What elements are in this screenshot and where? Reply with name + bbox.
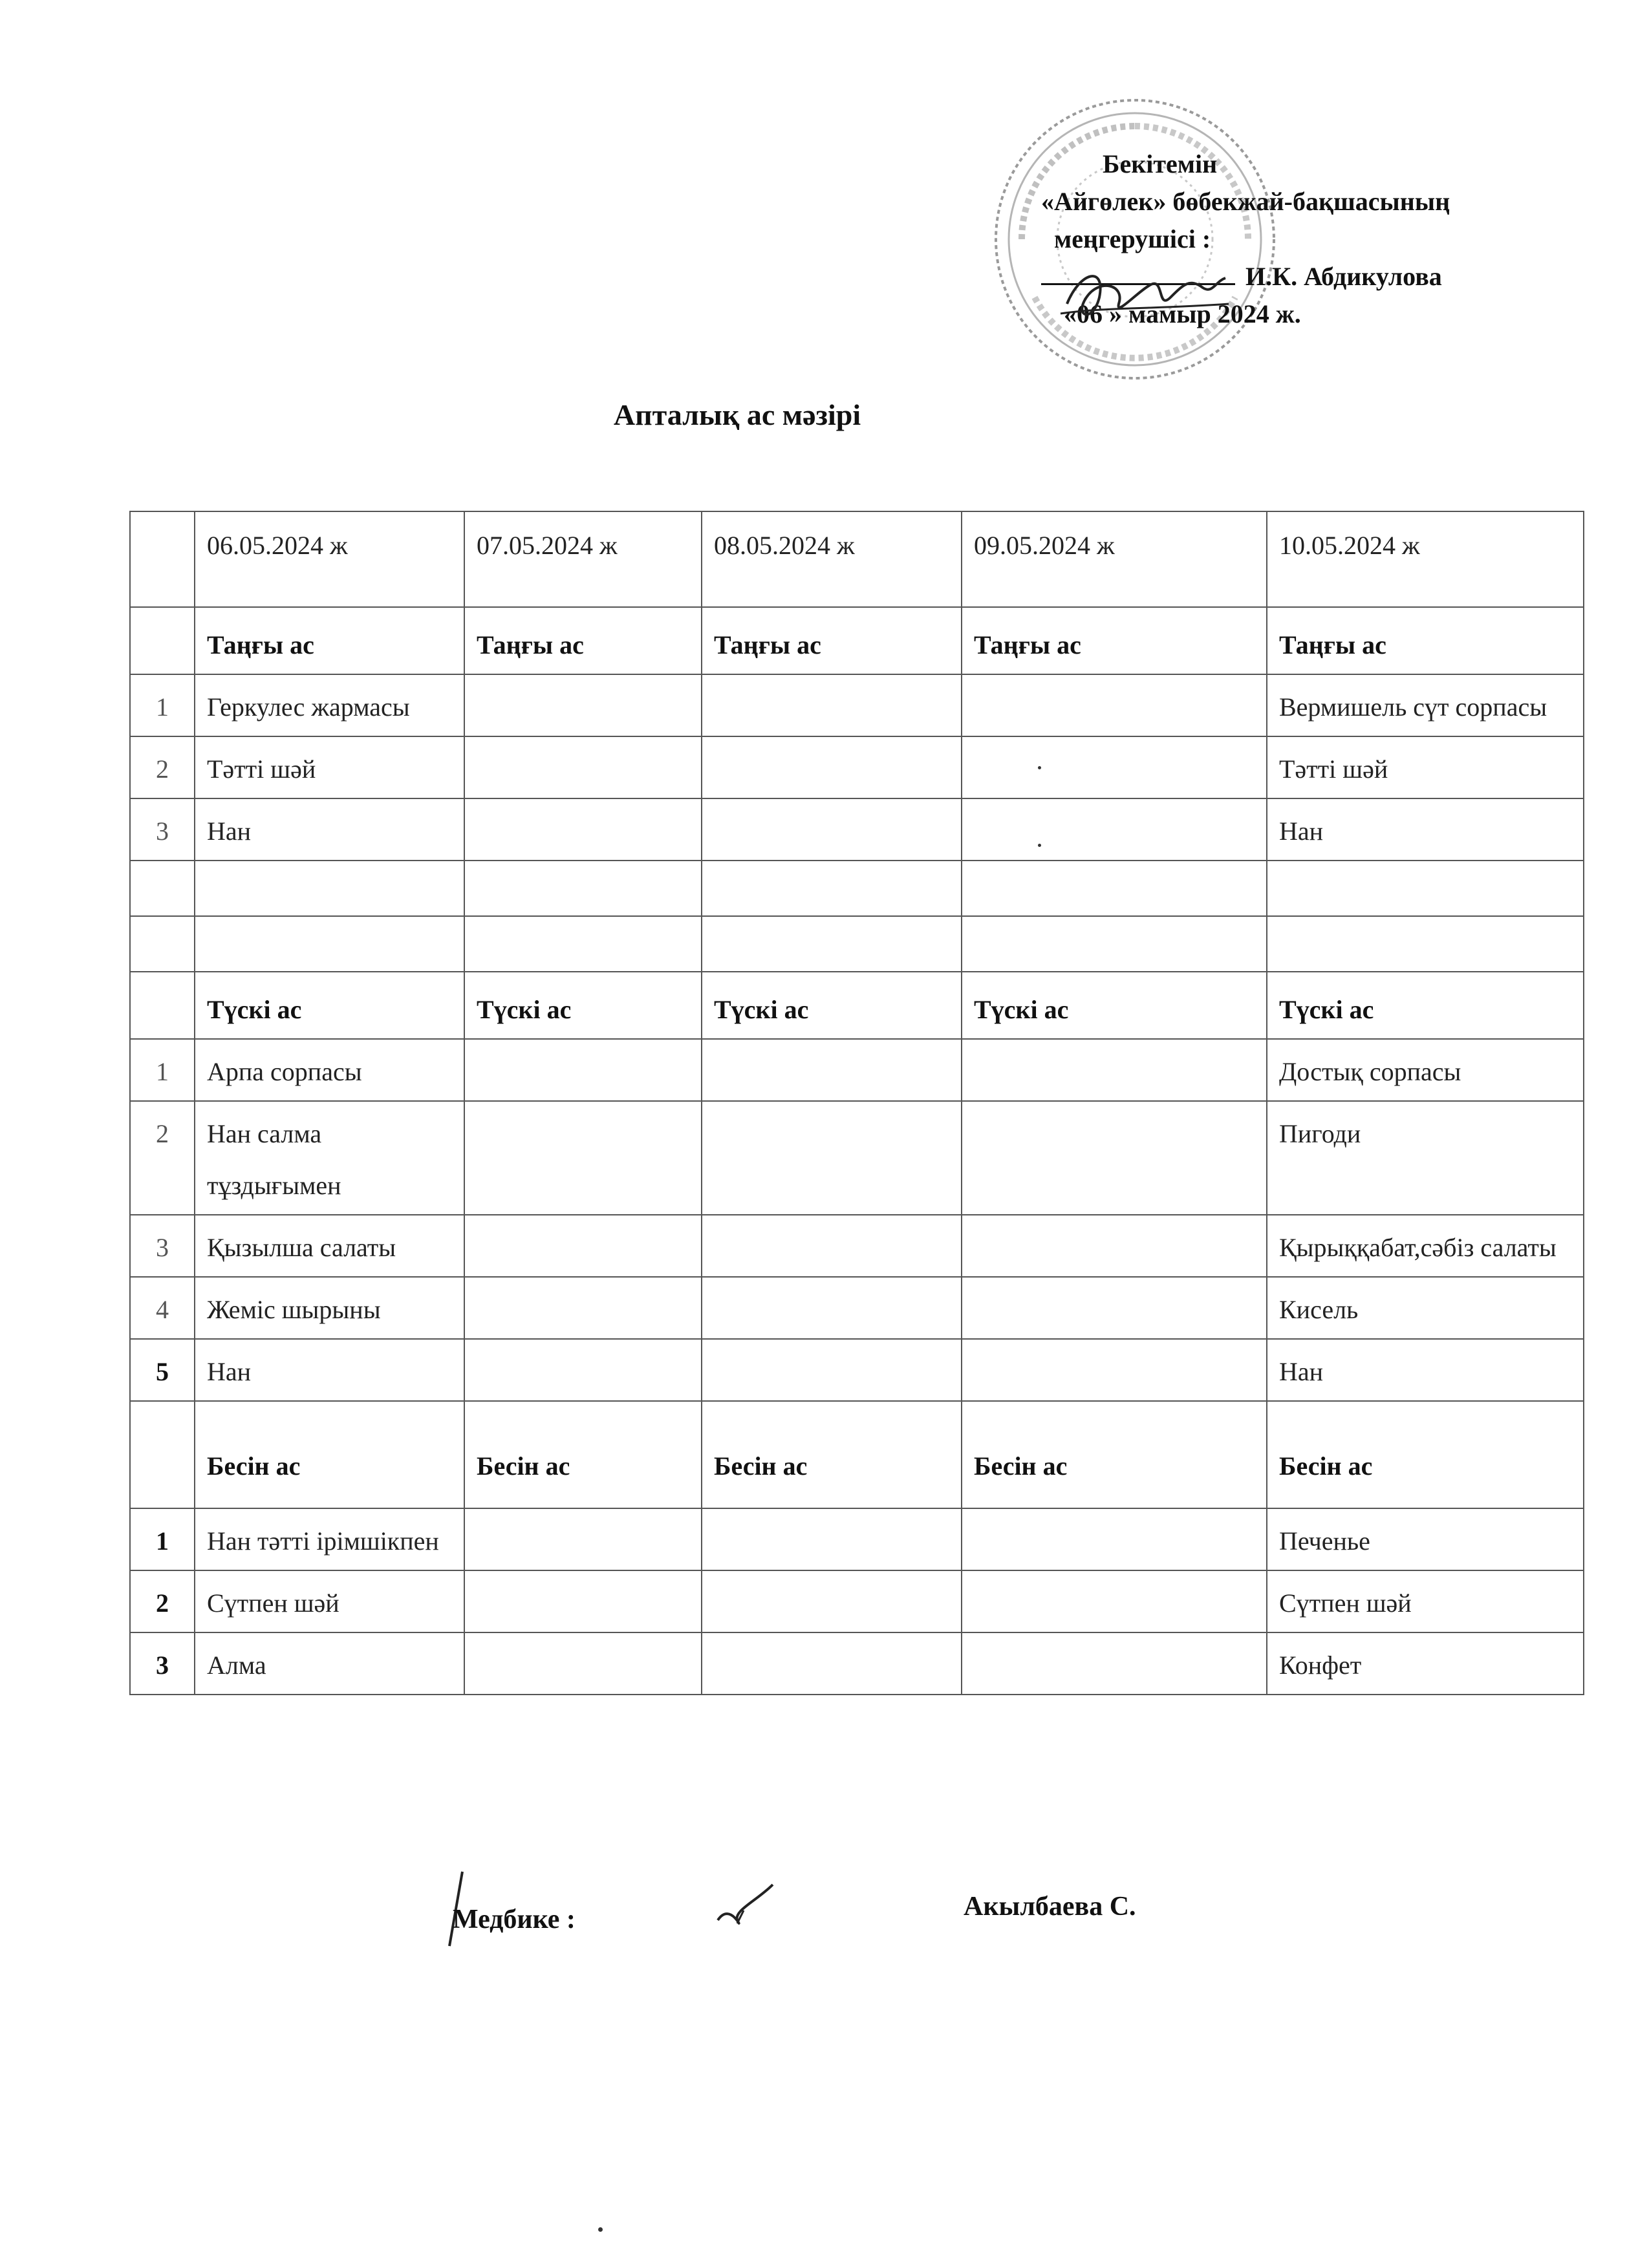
date-cell: 10.05.2024 ж (1267, 511, 1584, 607)
row-number: 2 (130, 1570, 195, 1632)
table-row (130, 1101, 1584, 1215)
dish-cell: Вермишель сүт сорпасы (1267, 674, 1584, 736)
snack-header-row (130, 1401, 1584, 1508)
empty-row (130, 861, 1584, 916)
dish-cell: Тәтті шәй (195, 736, 464, 798)
dish-cell: Нан (1267, 798, 1584, 861)
table-row (130, 674, 1584, 736)
row-number: 1 (130, 674, 195, 736)
dish-cell: Кисель (1267, 1277, 1584, 1339)
dish-cell: Тәтті шәй (1267, 736, 1584, 798)
table-row (130, 1339, 1584, 1401)
director-signature (1054, 259, 1235, 336)
dish-cell: Нан салма тұздығымен (195, 1101, 464, 1215)
footer-signature (0, 1891, 1649, 1969)
meal-header: Түскі ас (962, 972, 1267, 1039)
row-number: 3 (130, 1632, 195, 1695)
meal-header: Таңғы ас (195, 607, 464, 674)
dish-cell: Нан (195, 1339, 464, 1401)
table-row (130, 1277, 1584, 1339)
dish-cell: Жеміс шырыны (195, 1277, 464, 1339)
meal-header: Таңғы ас (702, 607, 962, 674)
table-row (130, 1215, 1584, 1277)
date-cell: 08.05.2024 ж (702, 511, 962, 607)
row-number: 2 (130, 1101, 195, 1215)
empty-row (130, 916, 1584, 972)
meal-header: Түскі ас (195, 972, 464, 1039)
meal-header: Таңғы ас (1267, 607, 1584, 674)
dish-cell: Сүтпен шәй (1267, 1570, 1584, 1632)
dish-cell: Қызылша салаты (195, 1215, 464, 1277)
scan-speck (1038, 844, 1041, 847)
dish-cell: Нан тәтті ірімшікпен (195, 1508, 464, 1570)
meal-header: Бесін ас (962, 1401, 1267, 1508)
nurse-name: Акылбаева С. (964, 1892, 1136, 1921)
row-number: 3 (130, 1215, 195, 1277)
dish-cell: Қырыққабат,сәбіз салаты (1267, 1215, 1584, 1277)
meal-header: Түскі ас (702, 972, 962, 1039)
dish-cell: Алма (195, 1632, 464, 1695)
row-number: 2 (130, 736, 195, 798)
meal-header: Бесін ас (195, 1401, 464, 1508)
date-cell: 07.05.2024 ж (464, 511, 702, 607)
corner-cell (130, 511, 195, 607)
row-number: 1 (130, 1039, 195, 1101)
director-title: меңгерушісі : (1054, 224, 1211, 253)
kindergarten-name: «Айгөлек» бөбекжай-бақшасының (1041, 187, 1450, 216)
meal-header: Таңғы ас (962, 607, 1267, 674)
scan-speck (598, 2227, 603, 2232)
breakfast-header-row (130, 607, 1584, 674)
table-row (130, 1632, 1584, 1695)
director-name: И.К. Абдикулова (1245, 262, 1442, 291)
meal-header: Бесін ас (1267, 1401, 1584, 1508)
nurse-role: Медбике : (453, 1905, 576, 1934)
approval-heading: Бекітемін (1103, 149, 1218, 178)
row-number: 3 (130, 798, 195, 861)
lunch-header-row (130, 972, 1584, 1039)
meal-header: Түскі ас (464, 972, 702, 1039)
meal-header: Бесін ас (464, 1401, 702, 1508)
row-number: 4 (130, 1277, 195, 1339)
meal-header: Бесін ас (702, 1401, 962, 1508)
meal-header: Таңғы ас (464, 607, 702, 674)
dish-cell: Достық сорпасы (1267, 1039, 1584, 1101)
dish-cell: Геркулес жармасы (195, 674, 464, 736)
approval-date: «06 » мамыр 2024 ж. (1064, 299, 1301, 328)
row-number: 5 (130, 1339, 195, 1401)
dish-cell: Печенье (1267, 1508, 1584, 1570)
scan-speck (1038, 766, 1041, 769)
table-row (130, 798, 1584, 861)
nurse-signature (711, 1881, 782, 1940)
dish-cell: Арпа сорпасы (195, 1039, 464, 1101)
table-row (130, 1039, 1584, 1101)
weekly-menu-table (129, 511, 1584, 1695)
date-cell: 06.05.2024 ж (195, 511, 464, 607)
date-cell: 09.05.2024 ж (962, 511, 1267, 607)
table-row (130, 1570, 1584, 1632)
document-title: Апталық ас мәзірі (613, 398, 861, 431)
row-number: 1 (130, 1508, 195, 1570)
dish-cell: Конфет (1267, 1632, 1584, 1695)
dish-cell: Нан (1267, 1339, 1584, 1401)
meal-header: Түскі ас (1267, 972, 1584, 1039)
dish-cell: Нан (195, 798, 464, 861)
table-row (130, 736, 1584, 798)
table-row (130, 1508, 1584, 1570)
dish-cell: Сүтпен шәй (195, 1570, 464, 1632)
dish-cell: Пигоди (1267, 1101, 1584, 1215)
dates-row (130, 511, 1584, 607)
